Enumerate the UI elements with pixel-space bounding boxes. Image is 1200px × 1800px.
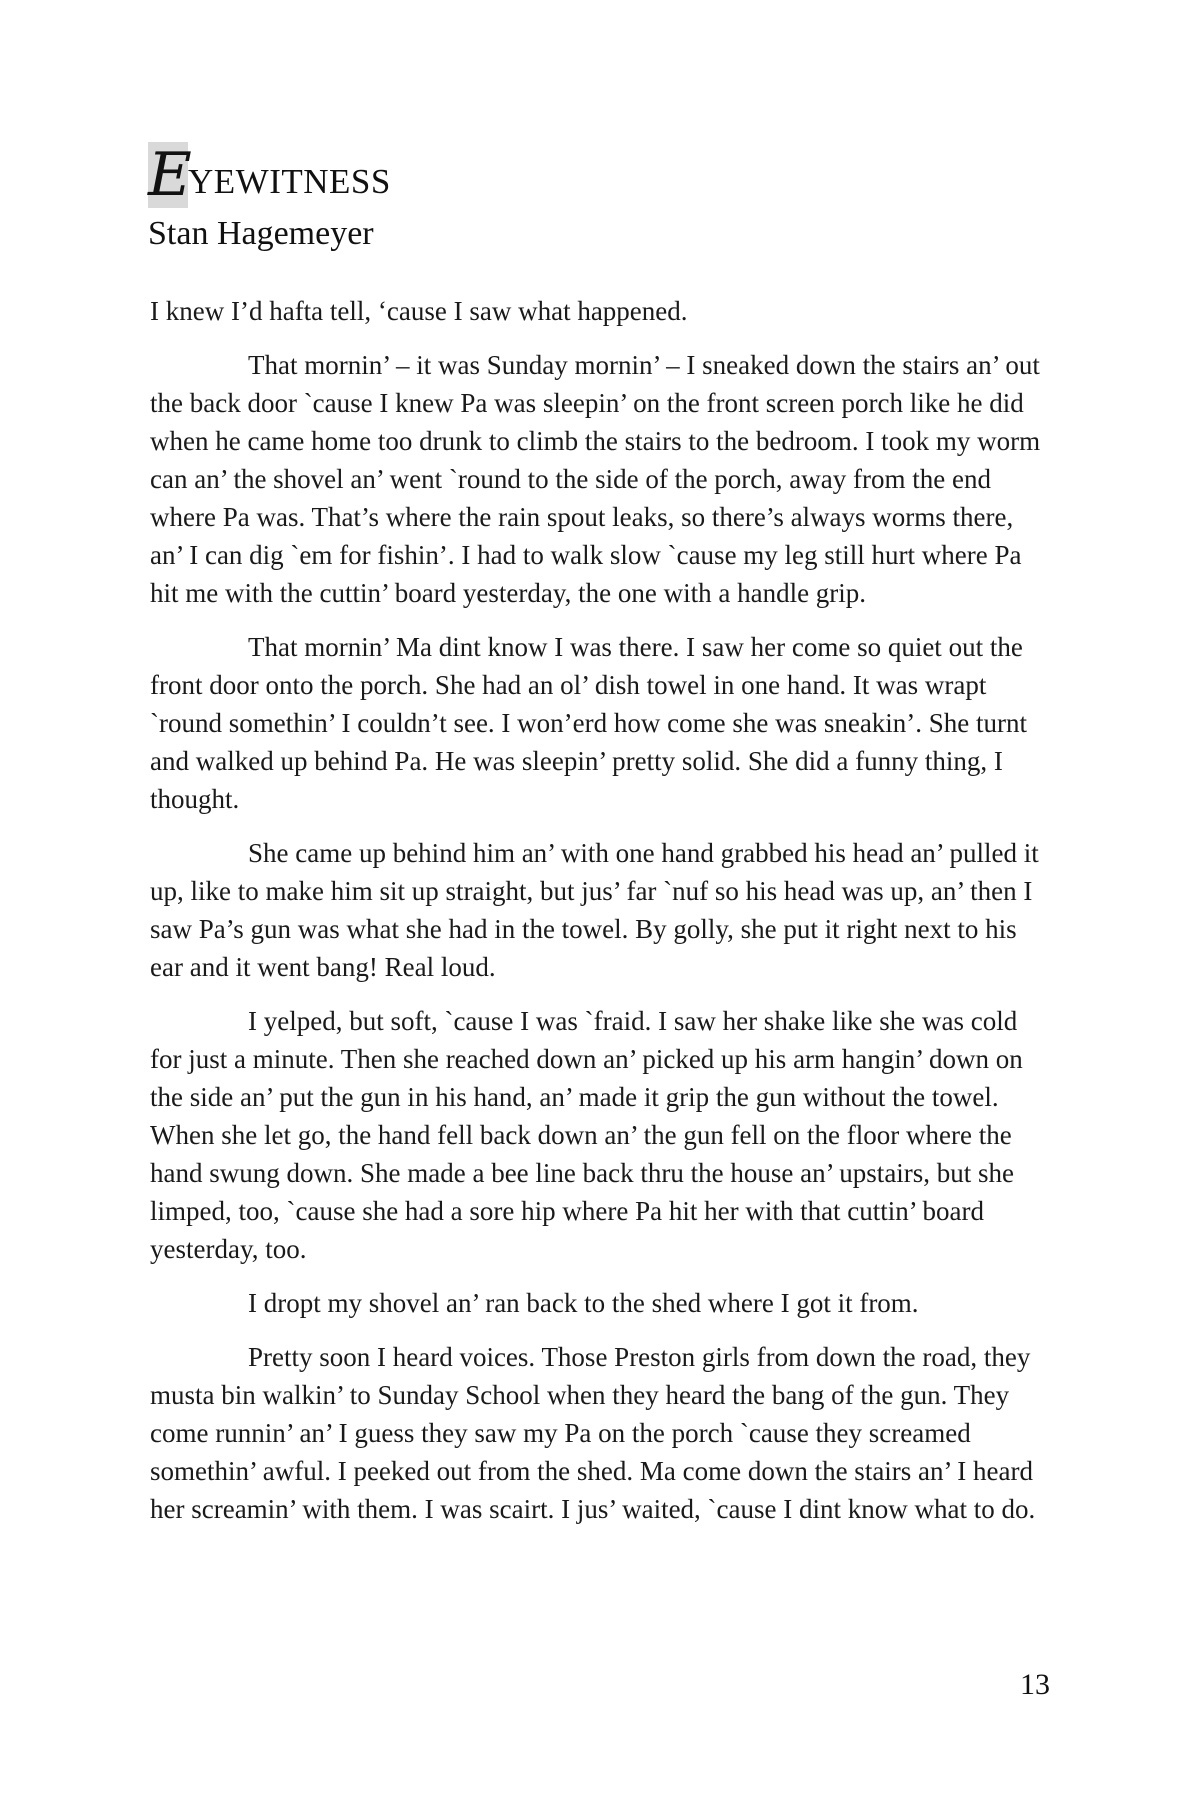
paragraph-1: I knew I’d hafta tell, ‘cause I saw what happened. <box>150 296 688 326</box>
title-drop-cap: E <box>148 140 192 210</box>
paragraph-2: That mornin’ – it was Sunday mornin’ – I sneaked down the stairs an’ out the back door `cause I knew Pa was sleepin’ on the front screen porch like he did when he came home too drunk to climb the stairs to the bedroom. I took my worm can an’ the shovel an’ went `round to the side of the porch, away from the end where Pa was. That’s where the rain spout leaks, so there’s always worms there, an’ I can dig `em for fishin’. I had to walk slow `cause my leg still hurt where Pa hit me with the cuttin’ board yesterday, the one with a handle grip. <box>150 350 1041 608</box>
paragraph-5: I yelped, but soft, `cause I was `fraid. I saw her shake like she was cold for just a minute. Then she reached down an’ picked up his arm hangin’ down on the side an’ put the gun in his hand, an’ made it grip the gun without the towel. When she let go, the hand fell back down an’ the gun fell on the floor where the hand swung down. She made a bee line back thru the house an’ upstairs, but she limped, too, `cause she had a sore hip where Pa hit her with that cuttin’ board yesterday, too. <box>150 1006 1023 1264</box>
story-title <box>148 138 391 208</box>
story-body <box>150 292 1050 1544</box>
paragraph-7: Pretty soon I heard voices. Those Preston girls from down the road, they musta bin walkin’ to Sunday School when they heard the bang of the gun. They come runnin’ an’ I guess they saw my Pa on the porch `cause they screamed somethin’ awful. I peeked out from the shed. Ma come down the stairs an’ I heard her screamin’ with them. I was scairt. I jus’ waited, `cause I dint know what to do. <box>150 1342 1036 1524</box>
author-name: Stan Hagemeyer <box>148 215 374 252</box>
title-text: YEWITNESS <box>188 162 391 201</box>
paragraph-6: I dropt my shovel an’ ran back to the shed where I got it from. <box>248 1288 919 1318</box>
paragraph-3: That mornin’ Ma dint know I was there. I saw her come so quiet out the front door onto the porch. She had an ol’ dish towel in one hand. It was wrapt `round somethin’ I couldn’t see. I won’erd how come she was sneakin’. She turnt and walked up behind Pa. He was sleepin’ pretty solid. She did a funny thing, I thought. <box>150 632 1028 814</box>
paragraph-4: She came up behind him an’ with one hand grabbed his head an’ pulled it up, like to make him sit up straight, but jus’ far `nuf so his head was up, an’ then I saw Pa’s gun was what she had in the towel. By golly, she put it right next to his ear and it went bang! Real loud. <box>150 838 1039 982</box>
page-number: 13 <box>1020 1668 1050 1701</box>
story-header <box>148 138 391 256</box>
